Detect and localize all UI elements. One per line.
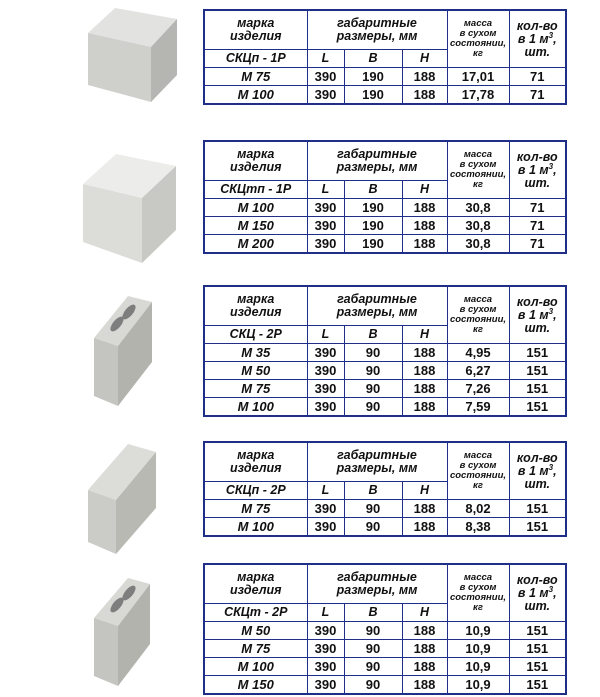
length-cell: 390 xyxy=(307,217,344,235)
width-cell: 90 xyxy=(344,640,402,658)
header-dimensions: габаритные размеры, мм xyxy=(307,141,447,181)
table-row xyxy=(204,362,566,380)
length-cell: 390 xyxy=(307,640,344,658)
header-mark: марка изделия xyxy=(204,286,307,326)
mass-cell: 17,78 xyxy=(447,86,509,105)
header-length: L xyxy=(307,50,344,68)
width-cell: 90 xyxy=(344,380,402,398)
grade-cell: М 75 xyxy=(204,68,307,86)
header-count: кол-во в 1 $м^3$, шт. xyxy=(509,442,566,500)
length-cell: 390 xyxy=(307,362,344,380)
width-cell: 90 xyxy=(344,658,402,676)
header-mark: марка изделия xyxy=(204,141,307,181)
product-table xyxy=(203,563,567,695)
header-count: кол-во в 1 $м^3$, шт. xyxy=(509,141,566,199)
mass-cell: 30,8 xyxy=(447,217,509,235)
table-row xyxy=(204,68,566,86)
header-width: B xyxy=(344,604,402,622)
header-height: H xyxy=(402,181,447,199)
width-cell: 190 xyxy=(344,235,402,254)
grade-cell: М 75 xyxy=(204,380,307,398)
width-cell: 90 xyxy=(344,362,402,380)
mass-cell: 10,9 xyxy=(447,622,509,640)
product-table xyxy=(203,9,567,105)
mass-cell: 8,38 xyxy=(447,518,509,537)
mass-cell: 8,02 xyxy=(447,500,509,518)
length-cell: 390 xyxy=(307,500,344,518)
header-length: L xyxy=(307,604,344,622)
product-code: СКЦп - 2Р xyxy=(204,482,307,500)
mass-cell: 4,95 xyxy=(447,344,509,362)
mass-cell: 30,8 xyxy=(447,235,509,254)
height-cell: 188 xyxy=(402,68,447,86)
count-cell: 151 xyxy=(509,398,566,417)
mass-cell: 6,27 xyxy=(447,362,509,380)
count-cell: 151 xyxy=(509,518,566,537)
mass-cell: 7,26 xyxy=(447,380,509,398)
grade-cell: М 75 xyxy=(204,640,307,658)
table-row xyxy=(204,86,566,105)
height-cell: 188 xyxy=(402,658,447,676)
table-row xyxy=(204,380,566,398)
mass-cell: 30,8 xyxy=(447,199,509,217)
header-width: B xyxy=(344,326,402,344)
height-cell: 188 xyxy=(402,676,447,695)
header-dimensions: габаритные размеры, мм xyxy=(307,442,447,482)
table-row xyxy=(204,640,566,658)
header-width: B xyxy=(344,50,402,68)
height-cell: 188 xyxy=(402,622,447,640)
width-cell: 190 xyxy=(344,68,402,86)
length-cell: 390 xyxy=(307,235,344,254)
product-code: СКЦп - 1Р xyxy=(204,50,307,68)
width-cell: 90 xyxy=(344,344,402,362)
length-cell: 390 xyxy=(307,398,344,417)
header-dimensions: габаритные размеры, мм xyxy=(307,10,447,50)
count-cell: 151 xyxy=(509,658,566,676)
header-mark: марка изделия xyxy=(204,564,307,604)
grade-cell: М 100 xyxy=(204,86,307,105)
height-cell: 188 xyxy=(402,398,447,417)
header-length: L xyxy=(307,181,344,199)
grade-cell: М 35 xyxy=(204,344,307,362)
count-cell: 151 xyxy=(509,676,566,695)
header-count: кол-во в 1 $м^3$, шт. xyxy=(509,564,566,622)
height-cell: 188 xyxy=(402,518,447,537)
grade-cell: М 150 xyxy=(204,217,307,235)
width-cell: 90 xyxy=(344,518,402,537)
count-cell: 151 xyxy=(509,380,566,398)
length-cell: 390 xyxy=(307,344,344,362)
count-cell: 151 xyxy=(509,344,566,362)
hollow-block-image xyxy=(88,572,168,690)
table-row xyxy=(204,518,566,537)
header-mark: марка изделия xyxy=(204,10,307,50)
height-cell: 188 xyxy=(402,217,447,235)
header-width: B xyxy=(344,482,402,500)
count-cell: 71 xyxy=(509,199,566,217)
header-mass: масса в сухом состоянии, кг xyxy=(447,141,509,199)
table-row xyxy=(204,199,566,217)
header-length: L xyxy=(307,482,344,500)
product-table xyxy=(203,441,567,537)
count-cell: 151 xyxy=(509,640,566,658)
header-dimensions: габаритные размеры, мм xyxy=(307,564,447,604)
mass-cell: 7,59 xyxy=(447,398,509,417)
length-cell: 390 xyxy=(307,86,344,105)
height-cell: 188 xyxy=(402,362,447,380)
header-height: H xyxy=(402,604,447,622)
product-code: СКЦт - 2Р xyxy=(204,604,307,622)
solid-block-image xyxy=(85,5,180,105)
width-cell: 90 xyxy=(344,676,402,695)
length-cell: 390 xyxy=(307,380,344,398)
header-dimensions: габаритные размеры, мм xyxy=(307,286,447,326)
width-cell: 190 xyxy=(344,199,402,217)
header-length: L xyxy=(307,326,344,344)
grade-cell: М 50 xyxy=(204,622,307,640)
product-table xyxy=(203,140,567,254)
header-mass: масса в сухом состоянии, кг xyxy=(447,442,509,500)
width-cell: 190 xyxy=(344,217,402,235)
grade-cell: М 100 xyxy=(204,518,307,537)
mass-cell: 10,9 xyxy=(447,676,509,695)
height-cell: 188 xyxy=(402,199,447,217)
width-cell: 90 xyxy=(344,500,402,518)
length-cell: 390 xyxy=(307,676,344,695)
grade-cell: М 100 xyxy=(204,199,307,217)
table-row xyxy=(204,676,566,695)
grade-cell: М 50 xyxy=(204,362,307,380)
solid-block-image xyxy=(80,148,180,268)
height-cell: 188 xyxy=(402,500,447,518)
count-cell: 151 xyxy=(509,622,566,640)
height-cell: 188 xyxy=(402,640,447,658)
count-cell: 71 xyxy=(509,68,566,86)
width-cell: 190 xyxy=(344,86,402,105)
length-cell: 390 xyxy=(307,199,344,217)
header-count: кол-во в 1 $м^3$, шт. xyxy=(509,10,566,68)
table-row xyxy=(204,398,566,417)
count-cell: 151 xyxy=(509,500,566,518)
header-height: H xyxy=(402,482,447,500)
table-row xyxy=(204,500,566,518)
width-cell: 90 xyxy=(344,622,402,640)
half-solid-block-image xyxy=(82,438,162,558)
grade-cell: М 100 xyxy=(204,658,307,676)
length-cell: 390 xyxy=(307,622,344,640)
grade-cell: М 150 xyxy=(204,676,307,695)
grade-cell: М 100 xyxy=(204,398,307,417)
height-cell: 188 xyxy=(402,235,447,254)
length-cell: 390 xyxy=(307,68,344,86)
header-mass: масса в сухом состоянии, кг xyxy=(447,564,509,622)
product-table xyxy=(203,285,567,417)
table-row xyxy=(204,658,566,676)
table-row xyxy=(204,235,566,254)
length-cell: 390 xyxy=(307,658,344,676)
table-row xyxy=(204,622,566,640)
table-row xyxy=(204,344,566,362)
height-cell: 188 xyxy=(402,86,447,105)
length-cell: 390 xyxy=(307,518,344,537)
table-row xyxy=(204,217,566,235)
width-cell: 90 xyxy=(344,398,402,417)
header-count: кол-во в 1 $м^3$, шт. xyxy=(509,286,566,344)
header-mass: масса в сухом состоянии, кг xyxy=(447,286,509,344)
grade-cell: М 75 xyxy=(204,500,307,518)
header-mark: марка изделия xyxy=(204,442,307,482)
height-cell: 188 xyxy=(402,380,447,398)
header-width: B xyxy=(344,181,402,199)
count-cell: 71 xyxy=(509,235,566,254)
hollow-block-image xyxy=(88,290,168,410)
mass-cell: 10,9 xyxy=(447,658,509,676)
product-code: СКЦтп - 1Р xyxy=(204,181,307,199)
header-mass: масса в сухом состоянии, кг xyxy=(447,10,509,68)
grade-cell: М 200 xyxy=(204,235,307,254)
count-cell: 71 xyxy=(509,86,566,105)
count-cell: 71 xyxy=(509,217,566,235)
header-height: H xyxy=(402,50,447,68)
product-code: СКЦ - 2Р xyxy=(204,326,307,344)
mass-cell: 10,9 xyxy=(447,640,509,658)
count-cell: 151 xyxy=(509,362,566,380)
mass-cell: 17,01 xyxy=(447,68,509,86)
height-cell: 188 xyxy=(402,344,447,362)
header-height: H xyxy=(402,326,447,344)
